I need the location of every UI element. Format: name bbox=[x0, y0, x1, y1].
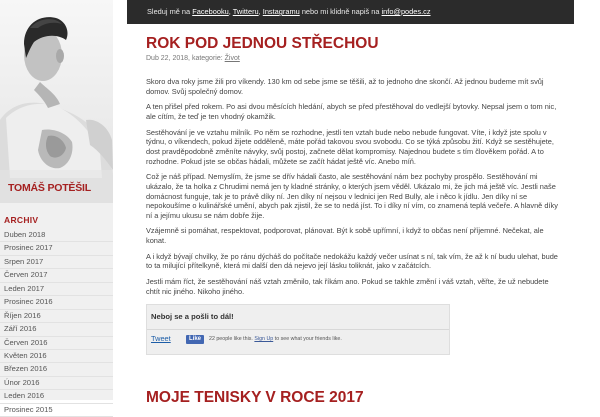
post-paragraph: Skoro dva roky jsme žili pro víkendy. 130 km od sebe jsme se těšili, až to jednoho dne skončí. Až jednou budeme mít svůj domov. Svůj společný domov. bbox=[146, 77, 544, 96]
archive-item[interactable]: Duben 2018 bbox=[0, 229, 113, 242]
post-meta: Dub 22, 2018, kategorie: Život bbox=[146, 55, 240, 62]
archive-item[interactable]: Květen 2016 bbox=[0, 350, 113, 363]
archive-item[interactable]: Březen 2016 bbox=[0, 363, 113, 376]
post-title[interactable]: ROK POD JEDNOU STŘECHOU bbox=[146, 35, 379, 52]
fb-signup-link[interactable]: Sign Up bbox=[254, 336, 274, 343]
post-date: Dub 22, 2018 bbox=[146, 55, 189, 62]
post-paragraph: Vzájemně si pomáhat, respektovat, podporovat, plánovat. Být k sobě upřímní, i když to občas není příjemné. Nečekat, ale konat. bbox=[146, 226, 544, 246]
facebook-like-count bbox=[209, 336, 342, 342]
archive-widget bbox=[0, 203, 113, 417]
post-body bbox=[146, 77, 558, 296]
archive-item[interactable]: Srpen 2017 bbox=[0, 256, 113, 269]
share-title: Neboj se a pošli to dál! bbox=[151, 312, 234, 322]
archive-item[interactable]: Červen 2016 bbox=[0, 337, 113, 350]
archive-item[interactable]: Červen 2017 bbox=[0, 269, 113, 282]
topbar-text bbox=[127, 0, 574, 23]
next-post-title[interactable]: MOJE TENISKY V ROCE 2017 bbox=[146, 389, 364, 406]
email-link[interactable]: info@podes.cz bbox=[381, 7, 431, 16]
twitter-link[interactable]: Twitteru bbox=[232, 7, 259, 16]
archive-item[interactable]: Leden 2017 bbox=[0, 283, 113, 296]
post bbox=[146, 34, 558, 355]
tweet-button[interactable]: Tweet bbox=[151, 334, 171, 344]
archive-item[interactable]: Říjen 2016 bbox=[0, 310, 113, 323]
topbar-comma: , bbox=[228, 7, 231, 16]
post-paragraph: Jestli mám říct, že sestěhování náš vztah změnilo, tak říkám ano. Pokud se takhle změní i váš vztah, věřte, že už nebudete chtít nic jiného. Nikoho jiného. bbox=[146, 277, 549, 296]
archive-item[interactable]: Prosinec 2015 bbox=[0, 404, 113, 417]
archive-item[interactable]: Prosinec 2016 bbox=[0, 296, 113, 309]
topbar-intro: Sleduj mě na bbox=[147, 7, 191, 16]
post-paragraph: Sestěhování je ve vztahu milník. Po něm se rozhodne, jestli ten vztah bude nebo nebude fungovat. Víte, i když jste spolu v týdnu, o víkendech, pokud žijete odděleně, máte pořád takovou svou svobodu. Co se týká způsobu žití. Když se sestěhujete, dost pravděpodobně změníte návyky, svůj postoj, začnete dělat kompromisy. Najednou budete s tím člověkem pořád. A to rozhodne. Pokud jste se občas hádali, můžete se začít hádat ještě víc. Anebo míň. bbox=[146, 127, 554, 166]
archive-item[interactable]: Leden 2016 bbox=[0, 390, 113, 403]
fb-rest-text: to see what your friends like. bbox=[274, 336, 342, 343]
instagram-link[interactable]: Instagramu bbox=[262, 7, 300, 16]
fb-count-text: 22 people like this. bbox=[209, 336, 253, 343]
category-label: kategorie: bbox=[191, 55, 223, 62]
category-link[interactable]: Život bbox=[224, 55, 240, 62]
post-paragraph: A ten přišel před rokem. Po asi dvou měsících hledání, abych se před přestěhoval do vedlejší bytovky. Nepsal jsem o tom nic, ale cítím, že teď je ten vhodný okamžik. bbox=[146, 102, 557, 121]
post-paragraph: A i když bývají chvilky, že po ránu dýcháš do počítače nedokážu každý večer usínat s ní, tak vím, že až k ní budu ulehat, bude to ta milující přítelkyně, která mi další den dá nejevo její lásku toliknát, jako v začátcích. bbox=[146, 251, 558, 271]
sidebar bbox=[0, 0, 113, 414]
facebook-like-button[interactable]: Like bbox=[186, 335, 204, 344]
author-photo bbox=[0, 0, 113, 203]
archive-item[interactable]: Únor 2016 bbox=[0, 377, 113, 390]
author-portrait-image bbox=[0, 0, 113, 203]
topbar-comma: , bbox=[258, 7, 261, 16]
archive-title: ARCHIV bbox=[4, 215, 39, 225]
share-box bbox=[146, 304, 450, 355]
facebook-link[interactable]: Facebooku bbox=[192, 7, 229, 16]
post-paragraph: Což je náš případ. Nemyslím, že jsme se dřív hádali často, ale sestěhování nám bez pochyby prospělo. Sestěhování mi ukázalo, že ta holka z Chrudimi nemá jen ty kladné stránky, o kterých jsem věděl. Ukázalo mi, že jich má ještě víc. Jestli naše domácnost funguje, tak je to právě díky ní. Jen díky ní nejsou v lednici jen Red Bully, ale i něco k jídlu. Jen díky ní se nepokoušíme o kulinářské umění, abych pak zjistil, že se to nedá jíst. To i díky ní vím, co znamená teplá večeře. A hlavně díky ní a jejímu ukusu se nám dobře žije. bbox=[146, 172, 558, 220]
social-topbar bbox=[127, 0, 574, 24]
topbar-outro: nebo mi klidně napiš na bbox=[301, 7, 380, 16]
share-divider bbox=[147, 329, 449, 330]
archive-item[interactable]: Prosinec 2017 bbox=[0, 242, 113, 255]
main-content bbox=[113, 0, 600, 406]
archive-item[interactable]: Září 2016 bbox=[0, 323, 113, 336]
author-name: TOMÁŠ POTĚŠIL bbox=[8, 182, 91, 194]
